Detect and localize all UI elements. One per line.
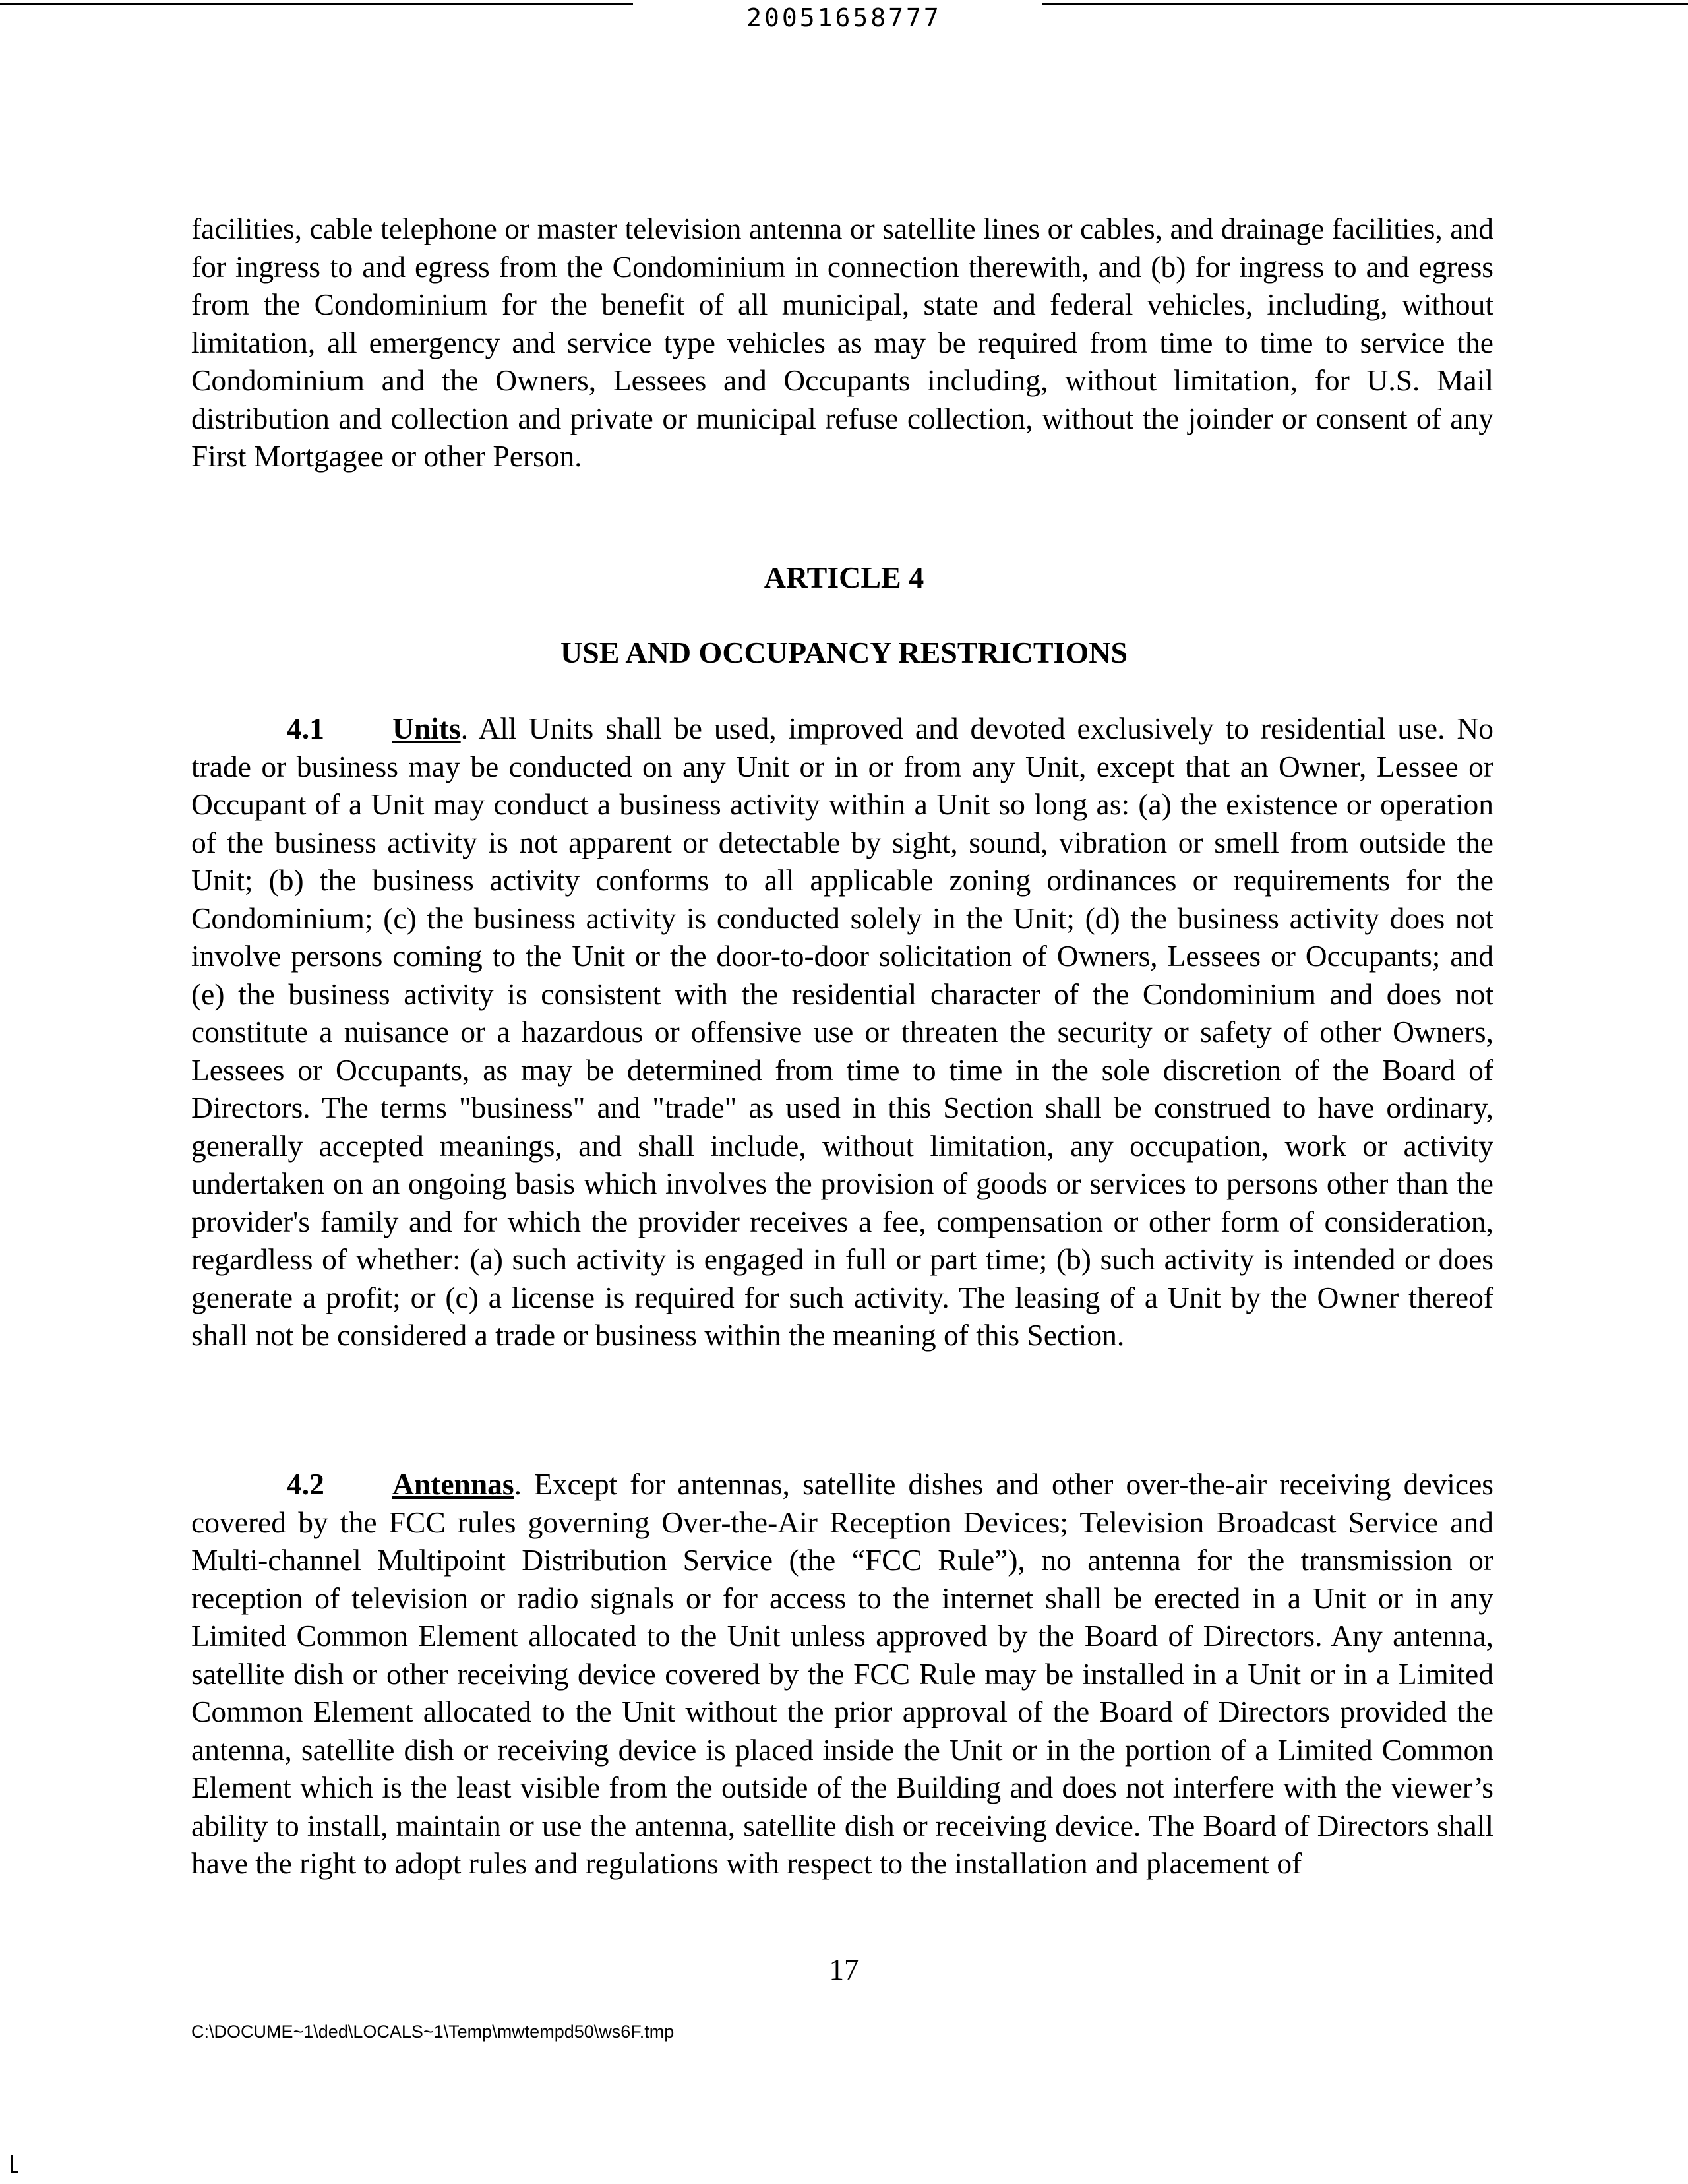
- file-path: C:\DOCUME~1\ded\LOCALS~1\Temp\mwtempd50\ws6F.tmp: [191, 2022, 675, 2042]
- section-title: Antennas: [392, 1467, 514, 1501]
- section-text: All Units shall be used, improved and devoted exclusively to residential use. No trade or business may be conducted on any Unit or in or from any Unit, except that an Owner, Lessee or Occupant of a Unit may conduct a business activity within a Unit so long as: (a) the existence or operation of the business activity is not apparent or detectable by sight, sound, vibration or smell from outside the Unit; (b) the business activity conforms to all applicable zoning ordinances or requirements for the Condominium; (c) the business activity is conducted solely in the Unit; (d) the business activity does not involve persons coming to the Unit or the door-to-door solicitation of Owners, Lessees or Occupants; and (e) the business activity is consistent with the residential character of the Condominium and does not constitute a nuisance or a hazardous or offensive use or threaten the security or safety of other Owners, Lessees or Occupants, as may be determined from time to time in the sole discretion of the Board of Directors. The terms "business" and "trade" as used in this Section shall be construed to have ordinary, generally accepted meanings, and shall include, without limitation, any occupation, work or activity undertaken on an ongoing basis which involves the provision of goods or services to persons other than the provider's family and for which the provider receives a fee, compensation or other form of consideration, regardless of whether: (a) such activity is engaged in full or part time; (b) such activity is intended or does generate a profit; or (c) a license is required for such activity. The leasing of a Unit by the Owner thereof shall not be considered a trade or business within the meaning of this Section.: [191, 712, 1493, 1352]
- section-number: 4.1: [287, 712, 324, 745]
- section-number: 4.2: [287, 1467, 324, 1501]
- section-units: 4.1 Units. All Units shall be used, improved and devoted exclusively to residential use. No trade or business may be conducted on any Unit or in or from any Unit, except that an Owner, Lessee or Occupant of a Unit may conduct a business activity within a Unit so long as: (a) the existence or operation of the business activity is not apparent or detectable by sight, sound, vibration or smell from outside the Unit; (b) the business activity conforms to all applicable zoning ordinances or requirements for the Condominium; (c) the business activity is conducted solely in the Unit; (d) the business activity does not involve persons coming to the Unit or the door-to-door solicitation of Owners, Lessees or Occupants; and (e) the business activity is consistent with the residential character of the Condominium and does not constitute a nuisance or a hazardous or offensive use or threaten the security or safety of other Owners, Lessees or Occupants, as may be determined from time to time in the sole discretion of the Board of Directors. The terms "business" and "trade" as used in this Section shall be construed to have ordinary, generally accepted meanings, and shall include, without limitation, any occupation, work or activity undertaken on an ongoing basis which involves the provision of goods or services to persons other than the provider's family and for which the provider receives a fee, compensation or other form of consideration, regardless of whether: (a) such activity is engaged in full or part time; (b) such activity is intended or does generate a profit; or (c) a license is required for such activity. The leasing of a Unit by the Owner thereof shall not be considered a trade or business within the meaning of this Section.: [191, 710, 1493, 1354]
- section-text: Except for antennas, satellite dishes and other over-the-air receiving devices covered by the FCC rules governing Over-the-Air Reception Devices; Television Broadcast Service and Multi-channel Multipoint Distribution Service (the “FCC Rule”), no antenna for the transmission or reception of television or radio signals or for access to the internet shall be erected in a Unit or in any Limited Common Element allocated to the Unit unless approved by the Board of Directors. Any antenna, satellite dish or other receiving device covered by the FCC Rule may be installed in a Unit or in a Limited Common Element allocated to the Unit without the prior approval of the Board of Directors provided the antenna, satellite dish or receiving device is placed inside the Unit or in the portion of a Limited Common Element which is the least visible from the outside of the Building and does not interfere with the viewer’s ability to install, maintain or use the antenna, satellite dish or receiving device. The Board of Directors shall have the right to adopt rules and regulations with respect to the installation and placement of: [191, 1467, 1493, 1880]
- document-id: 20051658777: [746, 3, 942, 32]
- section-antennas: 4.2 Antennas. Except for antennas, satellite dishes and other over-the-air receiving devices covered by the FCC rules governing Over-the-Air Reception Devices; Television Broadcast Service and Multi-channel Multipoint Distribution Service (the “FCC Rule”), no antenna for the transmission or reception of television or radio signals or for access to the internet shall be erected in a Unit or in any Limited Common Element allocated to the Unit unless approved by the Board of Directors. Any antenna, satellite dish or other receiving device covered by the FCC Rule may be installed in a Unit or in a Limited Common Element allocated to the Unit without the prior approval of the Board of Directors provided the antenna, satellite dish or receiving device is placed inside the Unit or in the portion of a Limited Common Element which is the least visible from the outside of the Building and does not interfere with the viewer’s ability to install, maintain or use the antenna, satellite dish or receiving device. The Board of Directors shall have the right to adopt rules and regulations with respect to the installation and placement of: [191, 1465, 1493, 1883]
- paragraph-continuation: facilities, cable telephone or master television antenna or satellite lines or cables, and drainage facilities, and for ingress to and egress from the Condominium in connection therewith, and (b) for ingress to and egress from the Condominium for the benefit of all municipal, state and federal vehicles, including, without limitation, all emergency and service type vehicles as may be required from time to time to service the Condominium and the Owners, Lessees and Occupants including, without limitation, for U.S. Mail distribution and collection and private or municipal refuse collection, without the joinder or consent of any First Mortgagee or other Person.: [191, 212, 1493, 473]
- page-number: 17: [829, 1953, 859, 1986]
- article-heading: ARTICLE 4: [764, 561, 924, 594]
- corner-crop-mark: [11, 2155, 13, 2173]
- article-title: USE AND OCCUPANCY RESTRICTIONS: [560, 636, 1128, 669]
- section-title: Units: [392, 712, 461, 745]
